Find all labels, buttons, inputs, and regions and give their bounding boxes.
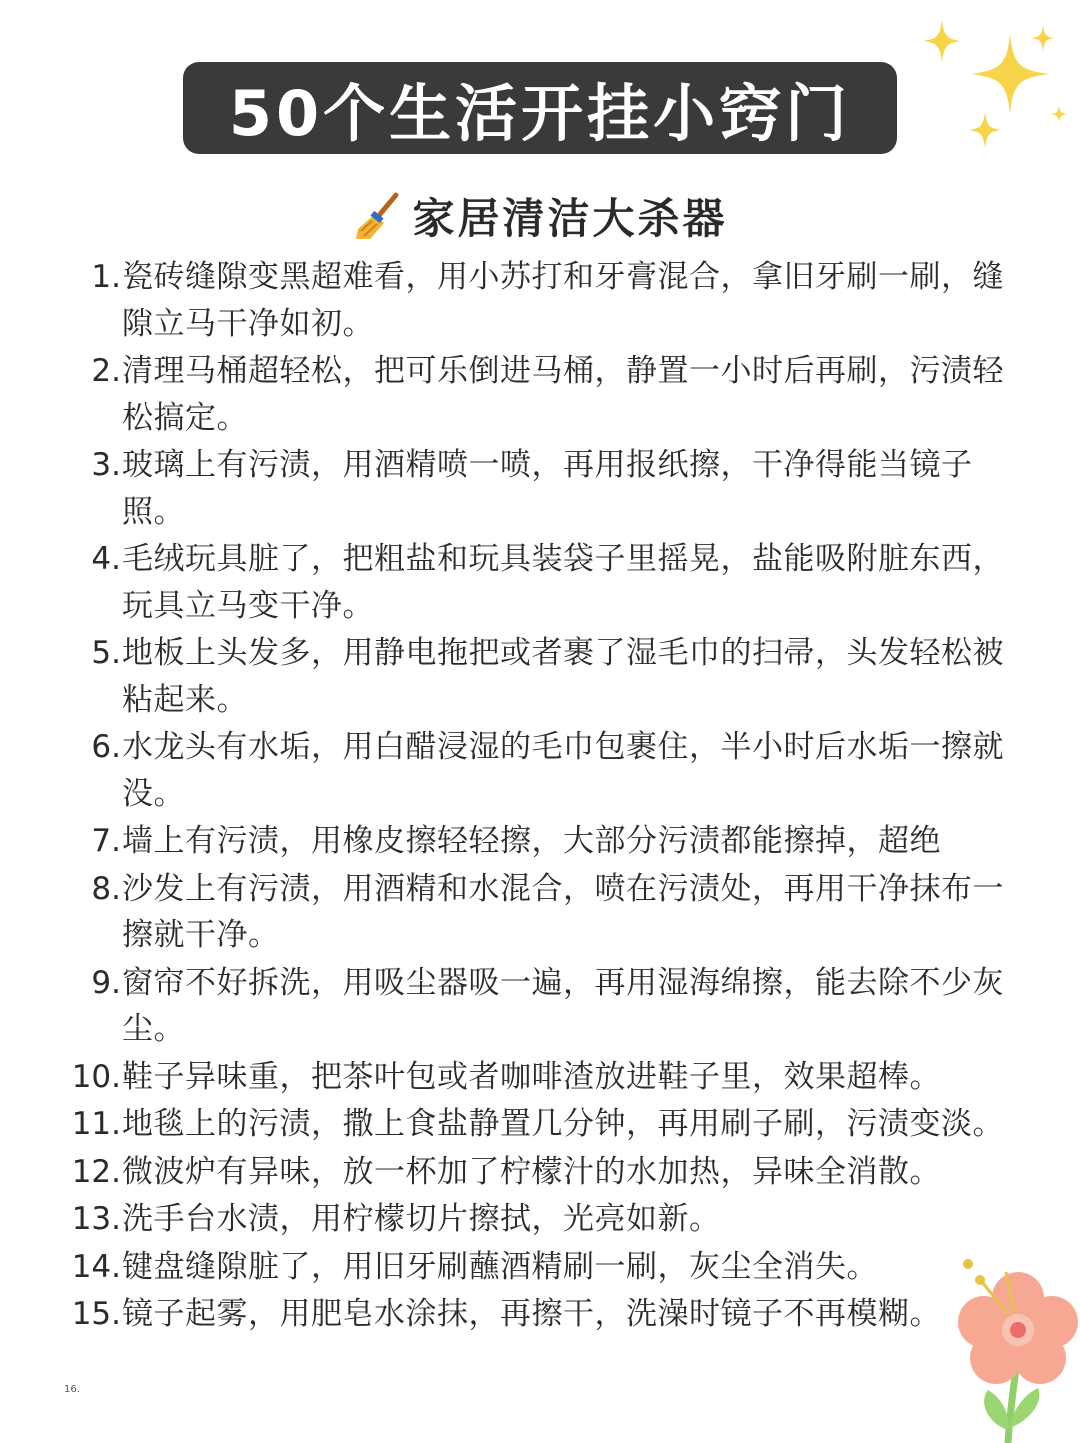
broom-icon (352, 189, 406, 243)
list-item (60, 724, 1020, 817)
item-number: 4. (91, 541, 121, 577)
item-number: 8. (91, 870, 121, 907)
leaf-left (984, 1390, 1008, 1430)
item-number: 6. (91, 729, 121, 765)
sparkle-tiny (1051, 106, 1067, 122)
petal (958, 1296, 1010, 1348)
list-item (60, 1244, 1020, 1291)
item-text: 清理马桶超轻松，把可乐倒进马桶，静置一小时后再刷，污渍轻松搞定。 (122, 353, 1004, 436)
item-number: 15. (71, 1296, 121, 1332)
flower-icon (948, 1252, 1080, 1443)
item-text: 微波炉有异味，放一杯加了柠檬汁的水加热，异味全消散。 (122, 1153, 941, 1190)
item-text: 水龙头有水垢，用白醋浸湿的毛巾包裹住，半小时后水垢一擦就没。 (122, 729, 1004, 812)
item-number: 14. (71, 1248, 121, 1285)
list-item (60, 1054, 1020, 1101)
item-text: 瓷砖缝隙变黑超难看，用小苏打和牙膏混合，拿旧牙刷一刷，缝隙立马干净如初。 (122, 259, 1004, 342)
list-item (60, 1149, 1020, 1196)
item-number: 2. (91, 353, 121, 389)
sparkle-small-left (923, 20, 961, 62)
item-text: 窗帘不好拆洗，用吸尘器吸一遍，再用湿海绵擦，能去除不少灰尘。 (122, 964, 1004, 1047)
list-item (60, 1196, 1020, 1243)
item-text: 洗手台水渍，用柠檬切片擦拭，光亮如新。 (122, 1201, 721, 1237)
item-text: 沙发上有污渍，用酒精和水混合，喷在污渍处，再用干净抹布一擦就干净。 (122, 870, 1004, 953)
section-header (0, 186, 1080, 246)
list-item (60, 818, 1020, 865)
list-item (60, 1101, 1020, 1148)
list-item (60, 960, 1020, 1053)
item-text: 键盘缝隙脏了，用旧牙刷蘸酒精刷一刷，灰尘全消失。 (122, 1248, 878, 1285)
item-text: 墙上有污渍，用橡皮擦轻轻擦，大部分污渍都能擦掉，超绝 (122, 823, 941, 859)
page-number: 16. (64, 1384, 80, 1395)
item-number: 3. (91, 447, 121, 483)
tips-list (60, 254, 1020, 1339)
title-banner (183, 62, 897, 154)
page-title: 50个生活开挂小窍门 (228, 76, 852, 150)
list-item (60, 254, 1020, 347)
item-text: 镜子起雾，用肥皂水涂抹，再擦干，洗澡时镜子不再模糊。 (122, 1296, 941, 1332)
item-number: 1. (91, 259, 121, 295)
list-item (60, 442, 1020, 535)
item-number: 7. (91, 823, 121, 859)
item-number: 5. (91, 635, 121, 671)
sparkles-icon (915, 12, 1075, 162)
item-text: 鞋子异味重，把茶叶包或者咖啡渣放进鞋子里，效果超棒。 (122, 1058, 941, 1095)
list-item (60, 630, 1020, 723)
sparkle-small-bottom (969, 112, 1001, 148)
item-text: 地板上头发多，用静电拖把或者裹了湿毛巾的扫帚，头发轻松被粘起来。 (122, 635, 1004, 718)
sparkle-small-top-right (1031, 24, 1055, 52)
list-item (60, 1291, 1020, 1338)
section-title: 家居清洁大杀器 (412, 194, 728, 243)
item-number: 12. (71, 1153, 121, 1190)
list-item (60, 536, 1020, 629)
item-text: 玻璃上有污渍，用酒精喷一喷，再用报纸擦，干净得能当镜子照。 (122, 447, 973, 530)
sparkle-large (971, 34, 1049, 114)
item-number: 9. (91, 964, 121, 1001)
item-number: 11. (71, 1106, 121, 1142)
item-text: 地毯上的污渍，撒上食盐静置几分钟，再用刷子刷，污渍变淡。 (122, 1106, 1004, 1142)
item-number: 13. (71, 1201, 121, 1237)
item-text: 毛绒玩具脏了，把粗盐和玩具装袋子里摇晃，盐能吸附脏东西，玩具立马变干净。 (122, 541, 1004, 624)
list-item (60, 866, 1020, 959)
item-number: 10. (71, 1058, 121, 1095)
list-item (60, 348, 1020, 441)
